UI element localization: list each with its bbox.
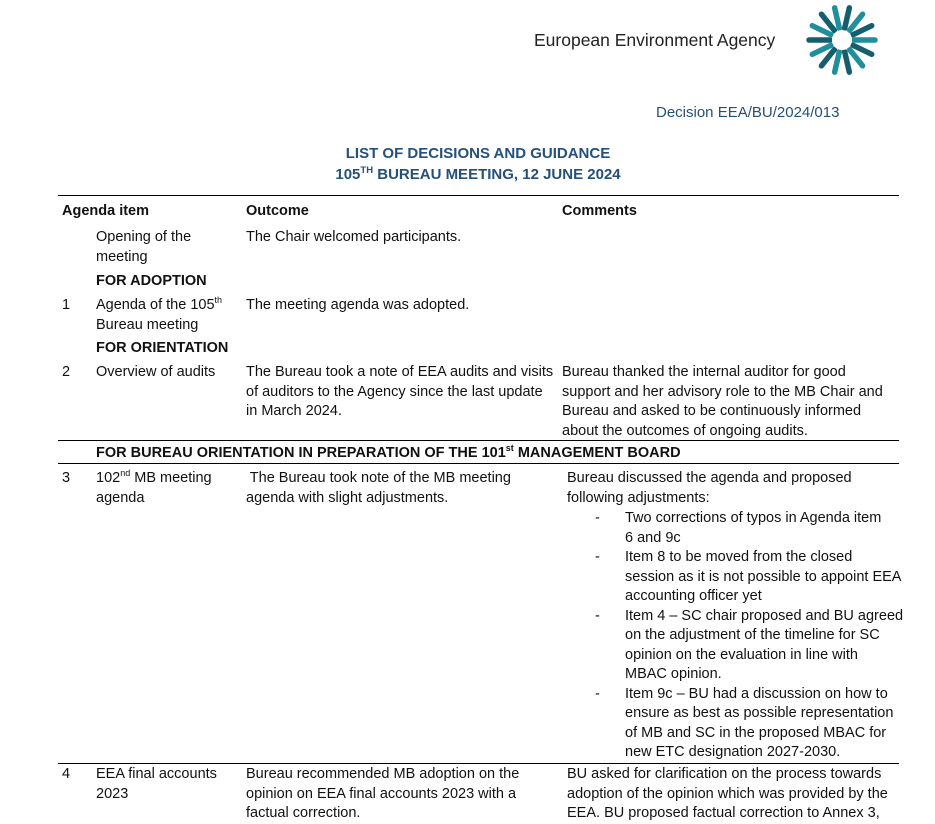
agenda-item-1: Agenda of the 105th Bureau meeting <box>96 295 223 333</box>
list-item: - Two corrections of typos in Agenda item 6 and 9c <box>625 509 905 548</box>
column-header-outcome: Outcome <box>246 203 309 219</box>
outcome-4: Bureau recommended MB adoption on the opinion on EEA final accounts 2023 with a factual correction. <box>246 766 520 821</box>
section-heading-orientation: FOR ORIENTATION <box>96 340 229 356</box>
agenda-number: 1 <box>62 297 71 313</box>
list-item: - Item 4 – SC chair proposed and BU agreed on the adjustment of the timeline for SC opinion on the evaluation in line with MBAC opinion. <box>625 607 905 685</box>
outcome-2: The Bureau took a note of EEA audits and visits of auditors to the Agency since the last update in March 2024. <box>246 364 554 419</box>
outcome-1: The meeting agenda was adopted. <box>246 297 470 313</box>
section-heading-bureau-orientation: FOR BUREAU ORIENTATION IN PREPARATION OF THE 101st MANAGEMENT BOARD <box>96 443 681 461</box>
outcome-3: The Bureau took note of the MB meeting agenda with slight adjustments. <box>246 470 511 506</box>
comment-3-intro: Bureau discussed the agenda and proposed following adjustments: <box>567 470 852 506</box>
agenda-item-4: EEA final accounts 2023 <box>96 766 217 802</box>
column-header-comments: Comments <box>562 203 637 219</box>
list-item: - Item 8 to be moved from the closed session as it is not possible to appoint EEA accounting officer yet <box>625 548 905 607</box>
list-item: - Item 9c – BU had a discussion on how to ensure as best as possible representation of MB and SC in the proposed MBAC for new ETC designation 2027-2030. <box>625 685 905 763</box>
agenda-item-opening: Opening of the meeting <box>96 229 192 265</box>
decision-reference: Decision EEA/BU/2024/013 <box>656 104 840 121</box>
outcome-opening: The Chair welcomed participants. <box>246 229 462 245</box>
eea-logo-icon <box>806 4 878 76</box>
document-subtitle: 105TH BUREAU MEETING, 12 JUNE 2024 <box>335 165 621 183</box>
table-row-rule <box>58 763 899 764</box>
section-heading-adoption: FOR ADOPTION <box>96 273 207 289</box>
comment-2: Bureau thanked the internal auditor for good support and her advisory role to the MB Chair and Bureau and asked to be continuously informed about the outcomes of ongoing audits. <box>562 364 883 439</box>
document-title: LIST OF DECISIONS AND GUIDANCE <box>345 145 611 162</box>
comment-3-bullets <box>625 509 905 763</box>
agency-name: European Environment Agency <box>534 30 776 50</box>
agenda-item-2: Overview of audits <box>96 364 216 380</box>
agenda-number: 2 <box>62 364 71 380</box>
agenda-item-3: 102nd MB meeting agenda <box>96 468 212 506</box>
comment-4: BU asked for clarification on the process towards adoption of the opinion which was provided by the EEA. BU proposed factual correction to Annex 3, <box>567 766 888 821</box>
agenda-number: 3 <box>62 470 71 486</box>
table-top-rule <box>58 195 899 196</box>
column-header-agenda-item: Agenda item <box>62 203 150 219</box>
agenda-number: 4 <box>62 766 71 782</box>
